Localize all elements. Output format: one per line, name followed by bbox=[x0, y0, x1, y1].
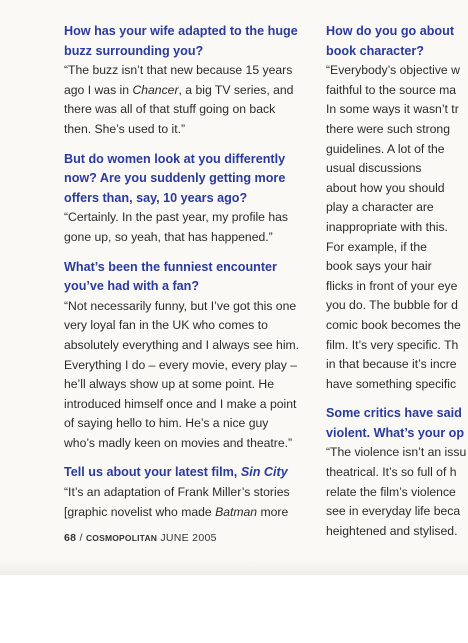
block-gap bbox=[64, 248, 316, 258]
answer-line: have something specific bbox=[326, 376, 457, 391]
answer-line: introduced himself once and I make a point bbox=[64, 396, 297, 411]
answer-line: then. She’s used to it.” bbox=[64, 121, 186, 136]
left-qa-block bbox=[64, 22, 316, 150]
question-heading bbox=[64, 463, 316, 483]
answer-line: flicks in front of your eye bbox=[326, 278, 458, 293]
answer-text bbox=[64, 61, 316, 139]
answer-line: “The violence isn’t an issu bbox=[326, 445, 467, 460]
question-heading bbox=[64, 150, 316, 209]
answer-line: see in everyday life beca bbox=[326, 504, 461, 519]
answer-line: usual discussions bbox=[326, 161, 422, 176]
answer-line: faithful to the source ma bbox=[326, 82, 457, 97]
answer-line: comic book becomes the bbox=[326, 317, 461, 332]
right-qa-block bbox=[326, 22, 468, 404]
answer-line: In some ways it wasn’t tr bbox=[326, 102, 459, 117]
question-heading bbox=[64, 22, 316, 61]
blank-background bbox=[0, 575, 468, 643]
question-heading bbox=[326, 404, 468, 443]
question-line: What’s been the funniest encounter bbox=[64, 259, 277, 274]
answer-line: “Not necessarily funny, but I’ve got this one bbox=[64, 298, 297, 313]
block-gap bbox=[326, 394, 468, 404]
answer-line: who’s madly keen on movies and theatre.” bbox=[64, 435, 293, 450]
question-line: How do you go about bbox=[326, 24, 455, 38]
answer-line: there were such strong bbox=[326, 121, 450, 136]
question-line: now? Are you suddenly getting more bbox=[64, 171, 286, 186]
answer-line: inappropriate with this. bbox=[326, 219, 448, 234]
answer-line: theatrical. It’s so full of h bbox=[326, 465, 457, 480]
magazine-name: COSMOPOLITAN bbox=[85, 533, 158, 543]
answer-line: very loyal fan in the UK who comes to bbox=[64, 318, 268, 333]
block-gap bbox=[64, 453, 316, 463]
right-column bbox=[326, 22, 468, 541]
question-line: you’ve had with a fan? bbox=[64, 279, 200, 294]
answer-line: “It’s an adaptation of Frank Miller’s stories bbox=[64, 485, 290, 500]
answer-text bbox=[64, 297, 316, 454]
question-line: But do women look at you differently bbox=[64, 151, 286, 166]
answer-line: absolutely everything and I always see him. bbox=[64, 337, 300, 352]
answer-line: “Certainly. In the past year, my profile has bbox=[64, 210, 288, 225]
answer-line: relate the film’s violence bbox=[326, 484, 456, 499]
page-edge-shadow bbox=[0, 560, 468, 575]
left-qa-block bbox=[64, 463, 316, 522]
question-line: violent. What’s your op bbox=[326, 425, 465, 440]
answer-line: book says your hair bbox=[326, 259, 432, 274]
question-heading bbox=[64, 258, 316, 297]
answer-line: he’ll always show up at some point. He bbox=[64, 377, 275, 392]
question-line: buzz surrounding you? bbox=[64, 43, 204, 58]
question-heading bbox=[326, 22, 468, 61]
answer-line: “The buzz isn’t that new because 15 years bbox=[64, 63, 293, 78]
answer-line: “Everybody’s objective w bbox=[326, 63, 460, 78]
answer-line: in that because it’s incre bbox=[326, 357, 457, 372]
answer-text bbox=[326, 443, 468, 541]
left-column bbox=[64, 22, 316, 522]
left-qa-block bbox=[64, 258, 316, 464]
issue-date: JUNE 2005 bbox=[160, 532, 217, 544]
answer-line: about how you should bbox=[326, 180, 445, 195]
answer-line: you do. The bubble for d bbox=[326, 298, 458, 313]
right-column-clip bbox=[326, 0, 468, 575]
page-number: 68 bbox=[64, 532, 77, 544]
question-line: Some critics have said bbox=[326, 406, 462, 421]
answer-text bbox=[64, 208, 316, 247]
answer-line: there was all of that stuff going on back bbox=[64, 102, 276, 117]
answer-line: [graphic novelist who made Batman more bbox=[64, 504, 289, 519]
left-qa-block bbox=[64, 150, 316, 258]
footer-separator: / bbox=[79, 532, 83, 544]
answer-line: gone up, so yeah, that has happened.” bbox=[64, 229, 273, 244]
answer-text bbox=[64, 483, 316, 522]
answer-line: Everything I do – every movie, every play – bbox=[64, 357, 298, 372]
right-qa-block bbox=[326, 404, 468, 541]
answer-line: For example, if the bbox=[326, 239, 427, 254]
answer-line: ago I was in Chancer, a big TV series, and bbox=[64, 82, 294, 97]
answer-line: play a character are bbox=[326, 200, 434, 215]
question-line: book character? bbox=[326, 43, 424, 58]
answer-line: heightened and stylised. bbox=[326, 523, 458, 538]
block-gap bbox=[64, 140, 316, 150]
answer-text bbox=[326, 61, 468, 394]
answer-line: of saying hello to him. He’s a nice guy bbox=[64, 416, 269, 431]
question-line: How has your wife adapted to the huge bbox=[64, 24, 298, 38]
answer-line: film. It’s very specific. Th bbox=[326, 337, 459, 352]
question-line: offers than, say, 10 years ago? bbox=[64, 190, 248, 205]
question-line: Tell us about your latest film, Sin City bbox=[64, 465, 288, 480]
page-footer bbox=[64, 532, 217, 544]
answer-line: guidelines. A lot of the bbox=[326, 141, 445, 156]
